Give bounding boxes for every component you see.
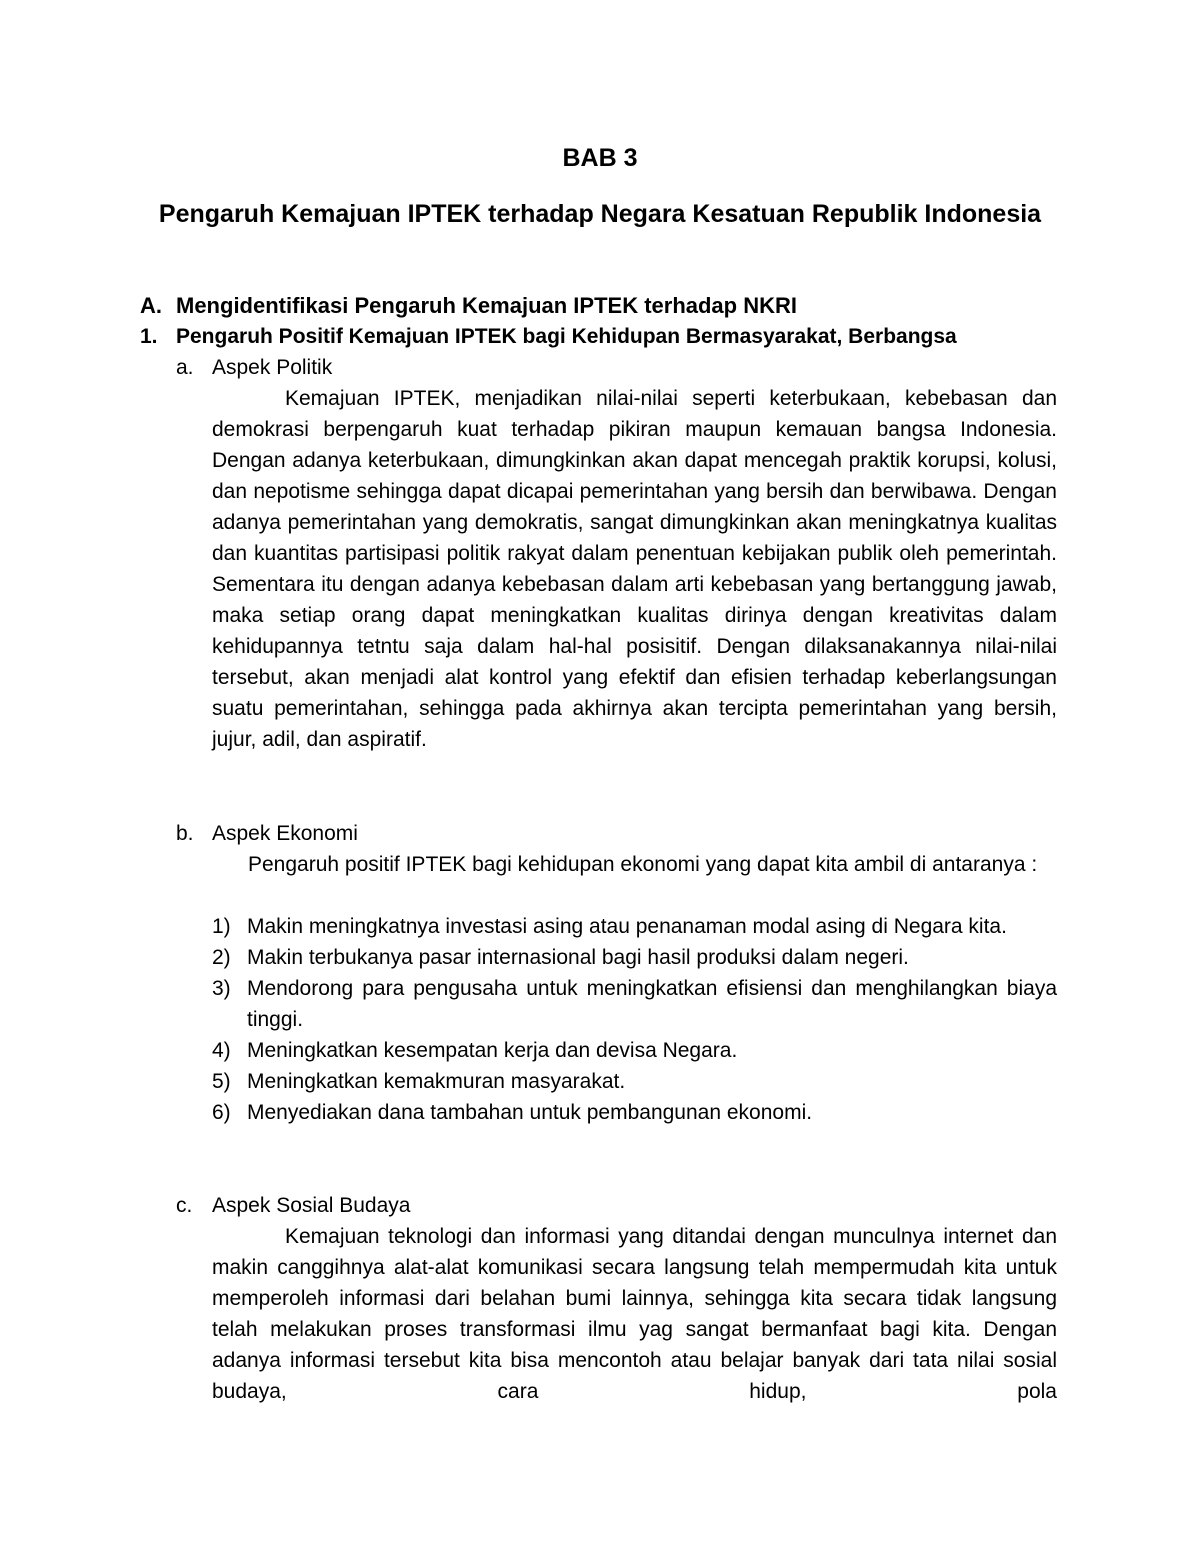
list-item	[212, 911, 1057, 942]
aspect-ekonomi-intro: Pengaruh positif IPTEK bagi kehidupan ekonomi yang dapat kita ambil di antaranya :	[248, 853, 1038, 876]
list-item-text: Mendorong para pengusaha untuk meningkatkan efisiensi dan menghilangkan biaya tinggi.	[247, 977, 1057, 1031]
aspect-politik-paragraph: Kemajuan IPTEK, menjadikan nilai-nilai seperti keterbukaan, kebebasan dan demokrasi berpengaruh kuat terhadap pikiran maupun kemauan bangsa Indonesia. Dengan adanya keterbukaan, dimungkinkan akan dapat mencegah praktik korupsi, kolusi, dan nepotisme sehingga dapat dicapai pemerintahan yang bersih dan berwibawa. Dengan adanya pemerintahan yang demokratis, sangat dimungkinkan akan meningkatnya kualitas dan kuantitas partisipasi politik rakyat dalam penentuan kebijakan publik oleh pemerintah. Sementara itu dengan adanya kebebasan dalam arti kebebasan yang bertanggung jawab, maka setiap orang dapat meningkatkan kualitas dirinya dengan kreativitas dalam kehidupannya tetntu saja dalam hal-hal posisitif. Dengan dilaksanakannya nilai-nilai tersebut, akan menjadi alat kontrol yang efektif dan efisien terhadap keberlangsungan suatu pemerintahan, sehingga pada akhirnya akan tercipta pemerintahan yang bersih, jujur, adil, dan aspiratif.	[212, 387, 1057, 751]
list-item-text: Meningkatkan kesempatan kerja dan devisa Negara.	[247, 1039, 738, 1062]
list-item-text: Meningkatkan kemakmuran masyarakat.	[247, 1070, 626, 1093]
list-item-number: 4)	[212, 1039, 231, 1062]
list-item-number: 5)	[212, 1070, 231, 1093]
chapter-label: BAB 3	[562, 144, 638, 172]
list-item-number: 1)	[212, 915, 231, 938]
aspect-marker: a.	[176, 356, 194, 379]
list-item-number: 2)	[212, 946, 231, 969]
aspect-label: Aspek Ekonomi	[212, 822, 358, 845]
list-item-number: 3)	[212, 977, 231, 1000]
aspect-sosial-budaya-paragraph: Kemajuan teknologi dan informasi yang ditandai dengan munculnya internet dan makin canggihnya alat-alat komunikasi secara langsung telah mempermudah kita untuk memperoleh informasi dari belahan bumi lainnya, sehingga kita secara tidak langsung telah melakukan proses transformasi ilmu yag sangat bermanfaat bagi kita. Dengan adanya informasi tersebut kita bisa mencontoh atau belajar banyak dari tata nilai sosial budaya, cara hidup, pola	[212, 1225, 1057, 1403]
list-item	[212, 1066, 1057, 1097]
list-item	[212, 942, 1057, 973]
list-item	[212, 1097, 1057, 1128]
ekonomi-list	[212, 911, 1057, 1128]
aspect-marker: b.	[176, 822, 194, 845]
aspect-label: Aspek Politik	[212, 356, 333, 379]
section-marker: A.	[140, 293, 162, 318]
chapter-title: Pengaruh Kemajuan IPTEK terhadap Negara Kesatuan Republik Indonesia	[158, 200, 1042, 228]
section-heading-text: Mengidentifikasi Pengaruh Kemajuan IPTEK terhadap NKRI	[176, 293, 797, 318]
list-item-number: 6)	[212, 1101, 231, 1124]
aspect-marker: c.	[176, 1194, 193, 1217]
subsection-heading-text: Pengaruh Positif Kemajuan IPTEK bagi Kehidupan Bermasyarakat, Berbangsa	[176, 325, 957, 348]
list-item-text: Makin terbukanya pasar internasional bagi hasil produksi dalam negeri.	[247, 946, 909, 969]
list-item-text: Makin meningkatnya investasi asing atau penanaman modal asing di Negara kita.	[247, 915, 1007, 938]
list-item	[212, 973, 1057, 1035]
subsection-marker: 1.	[140, 325, 158, 348]
list-item	[212, 1035, 1057, 1066]
aspect-label: Aspek Sosial Budaya	[212, 1194, 411, 1217]
list-item-text: Menyediakan dana tambahan untuk pembangunan ekonomi.	[247, 1101, 813, 1124]
